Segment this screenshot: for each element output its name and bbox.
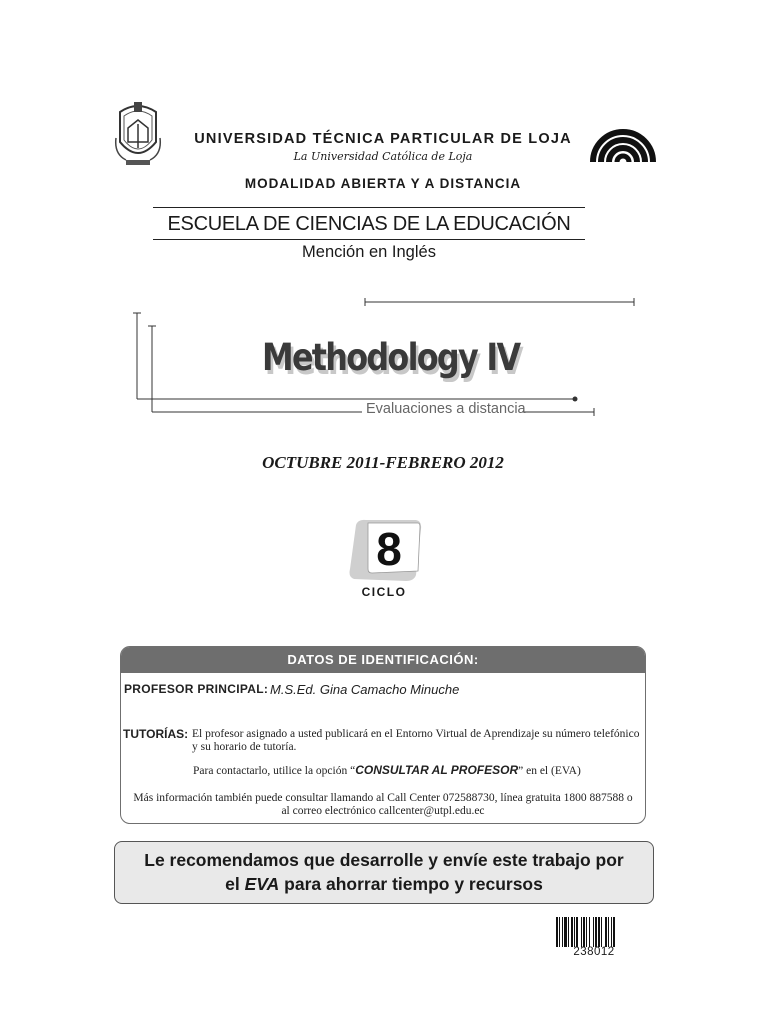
barcode-bar [601, 917, 602, 947]
barcode-bar [559, 917, 560, 947]
divider-bottom [153, 239, 585, 240]
barcode-bar [586, 917, 587, 947]
university-name: UNIVERSIDAD TÉCNICA PARTICULAR DE LOJA [194, 131, 572, 147]
cycle-label: CICLO [361, 585, 407, 599]
contact-suffix: ” en el (EVA) [518, 765, 581, 777]
barcode-bar [593, 917, 594, 947]
cycle-number: 8 [376, 523, 402, 575]
course-title: Methodology IV [262, 336, 520, 379]
school-name: ESCUELA DE CIENCIAS DE LA EDUCACIÓN [167, 213, 571, 235]
recommendation-line-2 [115, 872, 653, 896]
divider-top [153, 207, 585, 208]
university-tagline: La Universidad Católica de Loja [293, 150, 473, 163]
contact-instructions [193, 764, 581, 778]
professor-label: PROFESOR PRINCIPAL: [124, 682, 269, 696]
identification-box [120, 646, 646, 824]
barcode-bar [574, 917, 575, 947]
barcode-bar [564, 917, 567, 947]
academic-period: OCTUBRE 2011-FEBRERO 2012 [262, 453, 504, 472]
modality-heading: MODALIDAD ABIERTA Y A DISTANCIA [244, 176, 522, 191]
barcode-number: 238012 [573, 946, 615, 958]
barcode-bar [583, 917, 585, 947]
barcode-bar [605, 917, 607, 947]
tutorias-label: TUTORÍAS: [123, 727, 189, 741]
identification-header: DATOS DE IDENTIFICACIÓN: [121, 647, 645, 673]
recommendation-line-1: Le recomendamos que desarrolle y envíe este trabajo por [144, 850, 624, 870]
barcode-bar [576, 917, 578, 947]
barcode-bar [562, 917, 563, 947]
tutorias-text: El profesor asignado a usted publicará en el Entorno Virtual de Aprendizaje su número telefónico y su horario de tutoría. [192, 728, 640, 753]
barcode-icon [556, 917, 632, 947]
more-info-text: Más información también puede consultar llamando al Call Center 072588730, línea gratuita 1800 887588 o al correo electrónico callcenter@utpl.edu.ec [133, 792, 633, 817]
professor-name: M.S.Ed. Gina Camacho Minuche [270, 682, 460, 697]
contact-option: CONSULTAR AL PROFESOR [355, 763, 519, 777]
recommendation-eva: EVA [244, 874, 280, 894]
mention-heading: Mención en Inglés [302, 243, 436, 261]
barcode-bar [571, 917, 573, 947]
barcode-bar [611, 917, 612, 947]
barcode-bar [598, 917, 600, 947]
barcode-bar [568, 917, 569, 947]
barcode-bar [589, 917, 590, 947]
barcode-bar [608, 917, 609, 947]
recommendation-box [114, 841, 654, 904]
recommendation-suffix: para ahorrar tiempo y recursos [279, 874, 543, 894]
barcode-bar [613, 917, 615, 947]
contact-prefix: Para contactarlo, utilice la opción “ [193, 765, 356, 777]
barcode-bar [595, 917, 597, 947]
recommendation-prefix: el [225, 874, 245, 894]
course-subtitle: Evaluaciones a distancia [366, 401, 526, 417]
barcode-bar [556, 917, 558, 947]
barcode-bar [581, 917, 582, 947]
